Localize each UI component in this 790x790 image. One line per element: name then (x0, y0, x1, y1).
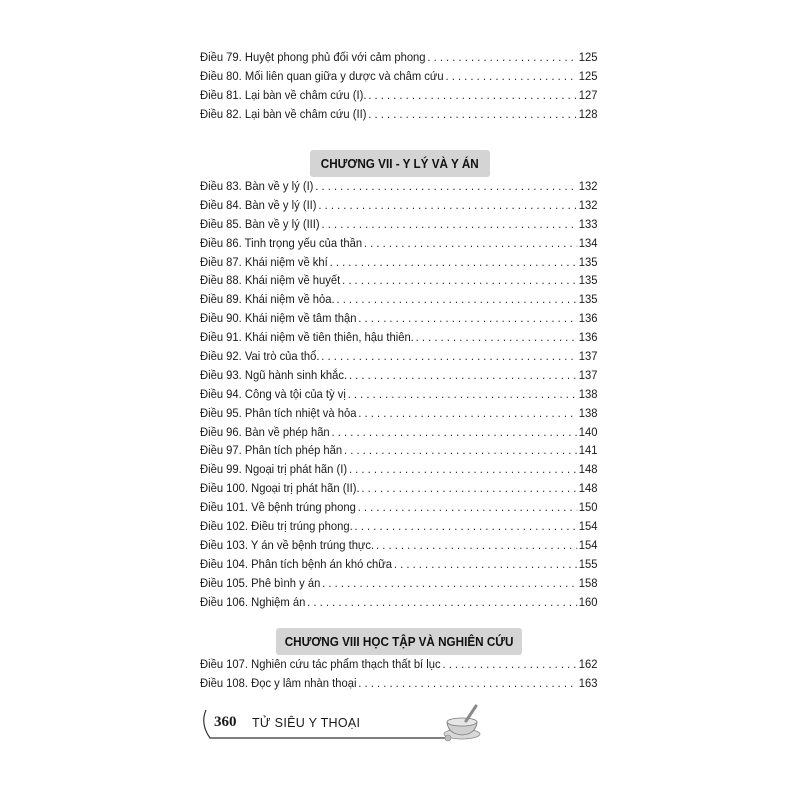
mortar-pestle-icon (440, 702, 484, 742)
toc-entry-page: 150 (578, 500, 598, 515)
toc-dot-leader (315, 177, 577, 196)
toc-entry-page: 134 (578, 235, 598, 250)
toc-dot-leader (332, 423, 577, 442)
toc-entry-ch7-6 (200, 290, 597, 309)
toc-entry-page: 155 (578, 556, 598, 571)
toc-section-chapter-7 (200, 177, 598, 611)
toc-entry-label: Điều 79. Huyệt phong phủ đối với cảm phong (200, 50, 426, 64)
toc-dot-leader (349, 366, 577, 385)
toc-dot-leader (330, 253, 577, 272)
toc-entry-label: Điều 88. Khái niệm về huyết (200, 273, 341, 288)
toc-entry-label: Điều 93. Ngũ hành sinh khắc. (200, 367, 348, 382)
toc-entry-top-2 (200, 86, 597, 105)
toc-entry-top-3 (200, 105, 597, 124)
toc-entry-page: 148 (578, 462, 598, 477)
toc-entry-label: Điều 89. Khái niệm về hỏa. (200, 292, 335, 307)
toc-dot-leader (358, 309, 577, 328)
toc-entry-label: Điều 94. Công và tội của tỳ vị (200, 386, 346, 401)
toc-entry-page: 136 (578, 330, 598, 345)
toc-entry-ch7-20 (200, 555, 597, 574)
toc-entry-page: 138 (578, 405, 598, 420)
toc-entry-label: Điều 92. Vai trò của thổ. (200, 349, 320, 364)
toc-dot-leader (364, 234, 577, 253)
toc-dot-leader (442, 655, 576, 674)
toc-entry-page: 127 (578, 87, 598, 102)
toc-entry-page: 128 (578, 106, 598, 121)
toc-entry-ch7-3 (200, 234, 597, 253)
toc-dot-leader (322, 574, 577, 593)
toc-dot-leader (427, 48, 577, 67)
toc-entry-page: 125 (578, 68, 598, 83)
toc-entry-ch7-10 (200, 366, 597, 385)
toc-entry-page: 136 (578, 311, 598, 326)
toc-dot-leader (344, 441, 577, 460)
book-title: TỬ SIÊU Y THOẠI (252, 716, 361, 730)
toc-entry-ch7-14 (200, 441, 597, 460)
chapter-7-heading (310, 150, 490, 177)
toc-entry-ch7-12 (200, 404, 597, 423)
toc-entry-label: Điều 81. Lại bàn về châm cứu (I). (200, 87, 367, 102)
toc-entry-top-0 (200, 48, 597, 67)
toc-dot-leader (368, 86, 577, 105)
toc-entry-page: 137 (578, 349, 598, 364)
toc-entry-label: Điều 105. Phê bình y án (200, 575, 321, 590)
toc-entry-page: 158 (578, 575, 598, 590)
toc-entry-label: Điều 104. Phân tích bệnh án khó chữa (200, 556, 393, 571)
toc-dot-leader (358, 674, 577, 693)
toc-entry-ch7-18 (200, 517, 597, 536)
chapter-8-heading (276, 628, 522, 655)
toc-entry-page: 133 (578, 216, 598, 231)
toc-dot-leader (416, 328, 577, 347)
toc-entry-ch8-0 (200, 655, 597, 674)
toc-dot-leader (321, 215, 576, 234)
toc-entry-page: 154 (578, 537, 598, 552)
toc-entry-label: Điều 101. Về bệnh trúng phong (200, 500, 356, 515)
toc-entry-label: Điều 85. Bàn về y lý (III) (200, 216, 320, 231)
toc-entry-ch7-5 (200, 271, 597, 290)
toc-entry-page: 162 (578, 657, 598, 671)
toc-entry-label: Điều 96. Bàn về phép hãn (200, 424, 330, 439)
toc-dot-leader (445, 67, 576, 86)
toc-entry-ch7-1 (200, 196, 597, 215)
toc-entry-label: Điều 83. Bàn về y lý (I) (200, 179, 314, 193)
toc-entry-page: 137 (578, 367, 598, 382)
toc-entry-label: Điều 80. Mối liên quan giữa y dược và châm cứu (200, 68, 444, 83)
toc-entry-label: Điều 108. Đọc y lâm nhàn thoại (200, 675, 357, 690)
toc-entry-label: Điều 106. Nghiệm án (200, 594, 306, 609)
toc-entry-page: 154 (578, 519, 598, 534)
toc-dot-leader (368, 105, 577, 124)
toc-entry-page: 135 (578, 273, 598, 288)
toc-dot-leader (358, 498, 577, 517)
toc-entry-page: 135 (578, 292, 598, 307)
toc-entry-ch7-13 (200, 423, 597, 442)
toc-entry-ch7-4 (200, 253, 597, 272)
toc-dot-leader (321, 347, 577, 366)
toc-dot-leader (349, 460, 577, 479)
toc-entry-ch8-1 (200, 674, 597, 693)
toc-entry-ch7-16 (200, 479, 597, 498)
toc-entry-ch7-11 (200, 385, 597, 404)
toc-entry-label: Điều 103. Y án về bệnh trúng thực. (200, 537, 375, 552)
toc-dot-leader (348, 385, 577, 404)
toc-entry-label: Điều 102. Điều trị trúng phong. (200, 519, 353, 534)
toc-dot-leader (355, 517, 577, 536)
toc-dot-leader (394, 555, 577, 574)
toc-entry-ch7-8 (200, 328, 597, 347)
toc-entry-ch7-17 (200, 498, 597, 517)
page-number: 360 (214, 714, 237, 730)
toc-entry-page: 135 (578, 254, 598, 269)
toc-entry-label: Điều 87. Khái niệm về khí (200, 254, 328, 269)
toc-entry-page: 163 (578, 675, 598, 690)
toc-entry-ch7-0 (200, 177, 597, 196)
toc-entry-label: Điều 97. Phân tích phép hãn (200, 443, 343, 458)
toc-dot-leader (376, 536, 577, 555)
toc-entry-ch7-2 (200, 215, 597, 234)
toc-section-chapter-8 (200, 655, 598, 693)
toc-entry-label: Điều 84. Bàn về y lý (II) (200, 197, 317, 212)
toc-dot-leader (336, 290, 576, 309)
toc-dot-leader (342, 271, 577, 290)
toc-entry-page: 141 (578, 443, 598, 458)
toc-entry-ch7-9 (200, 347, 597, 366)
toc-entry-ch7-22 (200, 593, 597, 612)
toc-entry-label: Điều 82. Lại bàn về châm cứu (II) (200, 106, 367, 121)
toc-section-top (200, 48, 598, 124)
toc-entry-page: 138 (578, 386, 598, 401)
chapter-7-title: CHƯƠNG VII - Y LÝ VÀ Y ÁN (321, 156, 479, 171)
toc-dot-leader (307, 593, 577, 612)
toc-dot-leader (361, 479, 576, 498)
toc-entry-page: 140 (578, 424, 598, 439)
toc-entry-label: Điều 107. Nghiên cứu tác phẩm thạch thất bí lục (200, 657, 441, 671)
chapter-8-title: CHƯƠNG VIII HỌC TẬP VÀ NGHIÊN CỨU (284, 634, 514, 649)
toc-entry-label: Điều 100. Ngoại trị phát hãn (II). (200, 481, 360, 496)
toc-entry-label: Điều 86. Tinh trọng yếu của thần (200, 235, 363, 250)
toc-entry-page: 160 (578, 594, 598, 609)
toc-entry-ch7-19 (200, 536, 597, 555)
toc-entry-page: 132 (578, 179, 598, 193)
toc-entry-label: Điều 99. Ngoại trị phát hãn (I) (200, 462, 348, 477)
toc-entry-label: Điều 95. Phân tích nhiệt và hỏa (200, 405, 357, 420)
toc-entry-page: 148 (578, 481, 598, 496)
toc-entry-ch7-21 (200, 574, 597, 593)
toc-entry-top-1 (200, 67, 597, 86)
toc-entry-page: 125 (578, 50, 598, 64)
toc-dot-leader (318, 196, 577, 215)
toc-entry-ch7-15 (200, 460, 597, 479)
toc-entry-label: Điều 91. Khái niệm về tiên thiên, hậu thiên. (200, 330, 414, 345)
toc-entry-label: Điều 90. Khái niệm về tâm thận (200, 311, 357, 326)
toc-entry-page: 132 (578, 197, 598, 212)
toc-entry-ch7-7 (200, 309, 597, 328)
toc-dot-leader (358, 404, 577, 423)
